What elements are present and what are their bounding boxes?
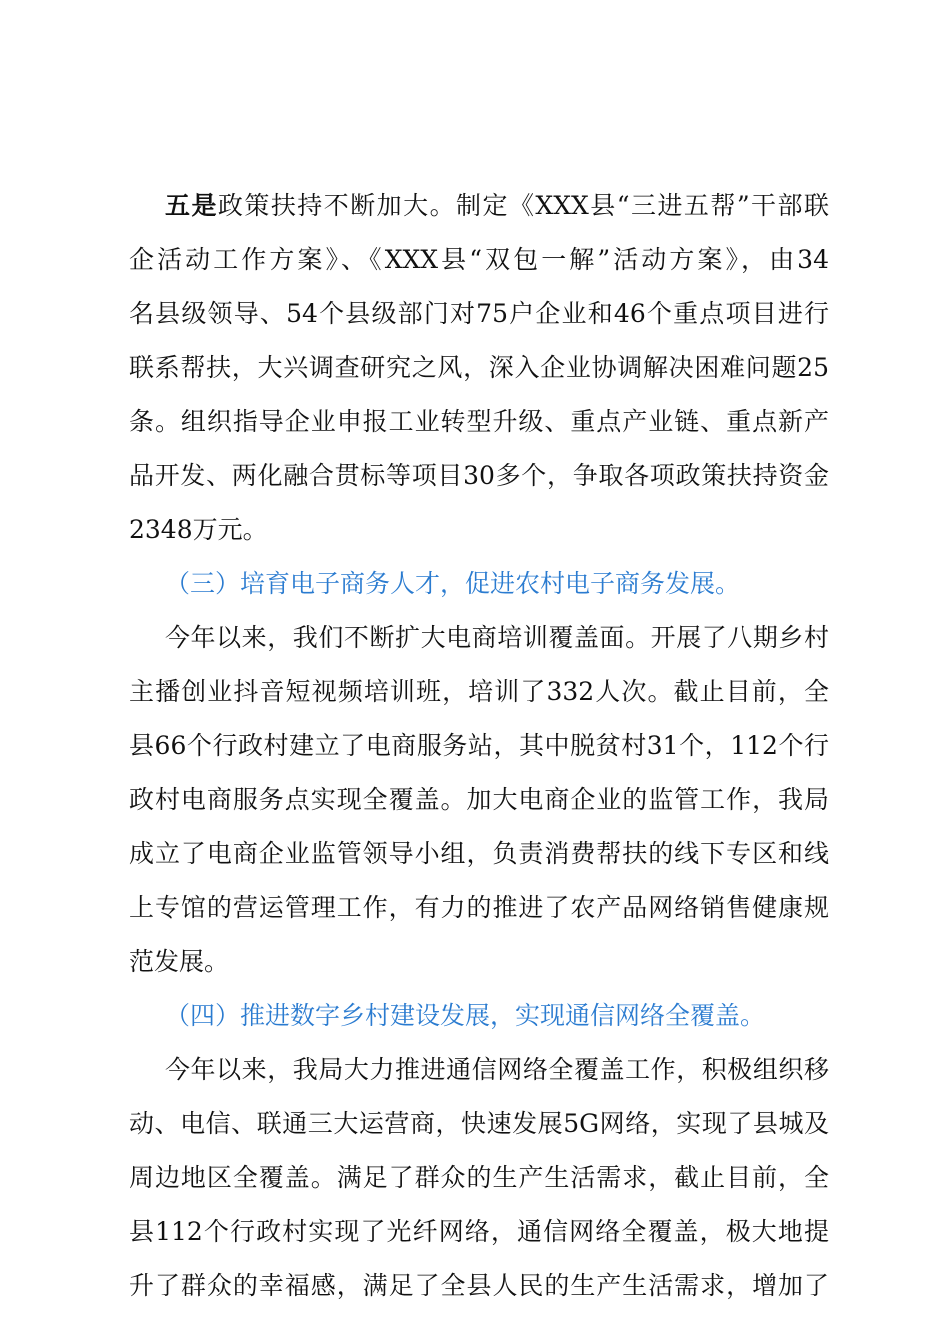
paragraph-text: 政策扶持不断加大。制定《XXX县“三进五帮”干部联 [217,191,829,220]
paragraph-line: 周边地区全覆盖。满足了群众的生产生活需求，截止目前，全 [129,1163,829,1192]
section-heading: （四）推进数字乡村建设发展，实现通信网络全覆盖。 [165,1001,766,1030]
paragraph-line: 县66个行政村建立了电商服务站，其中脱贫村31个，112个行 [129,731,829,760]
lead-bold-text: 五是 [165,191,218,220]
paragraph-line: 上专馆的营运管理工作，有力的推进了农产品网络销售健康规 [129,893,829,922]
paragraph-line: 今年以来，我们不断扩大电商培训覆盖面。开展了八期乡村 [165,623,829,652]
paragraph-line: 成立了电商企业监管领导小组，负责消费帮扶的线下专区和线 [129,839,829,868]
section-heading: （三）培育电子商务人才，促进农村电子商务发展。 [165,569,741,598]
paragraph-line [165,186,829,226]
paragraph-line: 动、电信、联通三大运营商，快速发展5G网络，实现了县城及 [129,1109,829,1138]
paragraph-line: 县112个行政村实现了光纤网络，通信网络全覆盖，极大地提 [129,1217,829,1246]
paragraph-line: 名县级领导、54个县级部门对75户企业和46个重点项目进行 [129,299,829,328]
paragraph-line: 今年以来，我局大力推进通信网络全覆盖工作，积极组织移 [165,1055,829,1084]
paragraph-line: 品开发、两化融合贯标等项目30多个，争取各项政策扶持资金 [129,461,829,490]
paragraph-line: 条。组织指导企业申报工业转型升级、重点产业链、重点新产 [129,407,829,436]
paragraph-line: 主播创业抖音短视频培训班，培训了332人次。截止目前，全 [129,677,829,706]
paragraph-line: 政村电商服务点实现全覆盖。加大电商企业的监管工作，我局 [129,785,829,814]
paragraph-line: 2348万元。 [129,515,268,544]
paragraph-line: 联系帮扶，大兴调查研究之风，深入企业协调解决困难问题25 [129,353,829,382]
paragraph-line: 企活动工作方案》、《XXX县“双包一解”活动方案》，由34 [129,245,829,274]
paragraph-line: 升了群众的幸福感，满足了全县人民的生产生活需求，增加了 [129,1271,829,1300]
paragraph-line: 范发展。 [129,947,230,976]
